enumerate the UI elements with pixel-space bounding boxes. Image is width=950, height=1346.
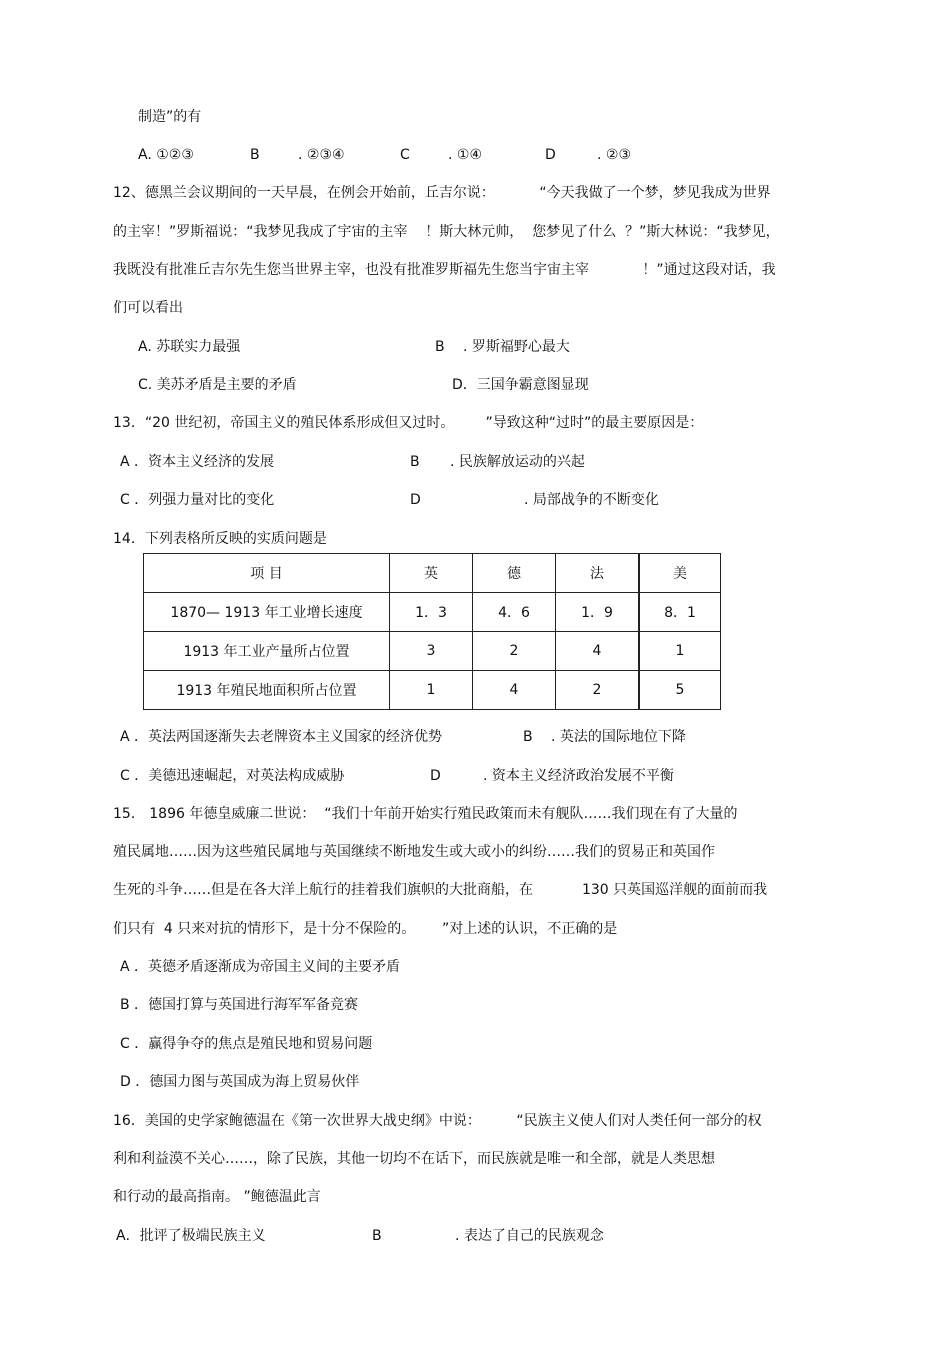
q11-option-d-letter: D — [545, 147, 556, 163]
q12-stem-line-4: 们可以看出 — [113, 300, 183, 316]
q16-stem-line-1: 16．美国的史学家鲍德温在《第一次世界大战史纲》中说： “民族主义使人们对人类任何一部分的权 — [113, 1113, 762, 1129]
table-cell: 1913 年殖民地面积所占位置 — [144, 671, 390, 710]
table-cell: 1．9 — [556, 593, 640, 632]
q12-option-a: A. 苏联实力最强 — [138, 339, 241, 355]
q11-option-d-text: . ②③ — [597, 147, 632, 163]
q16-stem-line-3: 和行动的最高指南。 ”鲍德温此言 — [113, 1189, 321, 1205]
q13-option-d-letter: D — [410, 492, 421, 508]
table-cell: 1913 年工业产量所占位置 — [144, 632, 390, 671]
table-cell: 8．1 — [639, 593, 721, 632]
q12-option-b-text: . 罗斯福野心最大 — [463, 339, 570, 355]
q13-option-c: C ．列强力量对比的变化 — [120, 492, 275, 508]
table-cell: 1 — [639, 632, 721, 671]
table-row — [144, 671, 721, 710]
table-header-cell: 美 — [639, 554, 721, 593]
table-cell: 5 — [639, 671, 721, 710]
q11-option-a: A. ①②③ — [138, 147, 194, 163]
q13-stem-line-1: 13．“20 世纪初，帝国主义的殖民体系形成但又过时。 ”导致这种“过时”的最主要原因是： — [113, 415, 704, 431]
q11-stem-line: 制造”的有 — [138, 109, 202, 125]
table-cell: 4 — [556, 632, 640, 671]
q16-option-a: A．批评了极端民族主义 — [116, 1228, 266, 1244]
q14-option-b-letter: B — [523, 729, 533, 745]
q16-option-b-text: . 表达了自己的民族观念 — [455, 1228, 604, 1244]
q11-option-c-text: . ①④ — [448, 147, 483, 163]
q14-option-d-letter: D — [430, 768, 441, 784]
q15-stem-line-4: 们只有 4 只来对抗的情形下，是十分不保险的。 ”对上述的认识，不正确的是 — [113, 921, 618, 937]
table-row — [144, 593, 721, 632]
q13-option-a: A ．资本主义经济的发展 — [120, 454, 275, 470]
q12-stem-line-1: 12、德黑兰会议期间的一天早晨，在例会开始前，丘吉尔说： “今天我做了一个梦，梦见我成为世界 — [113, 185, 771, 201]
q12-stem-line-2: 的主宰！”罗斯福说：“我梦见我成了宇宙的主宰 ！斯大林元帅， 您梦见了什么 ？”斯大林说：“我梦见， — [113, 224, 780, 240]
q15-stem-line-1: 15． 1896 年德皇威廉二世说： “我们十年前开始实行殖民政策而未有舰队……我们现在有了大量的 — [113, 806, 738, 822]
table-header-cell: 法 — [556, 554, 640, 593]
table-header-cell: 德 — [473, 554, 556, 593]
q15-stem-line-3: 生死的斗争……但是在各大洋上航行的挂着我们旗帜的大批商船，在 130 只英国巡洋舰的面前而我 — [113, 882, 768, 898]
table-row — [144, 632, 721, 671]
industry-colony-table — [143, 553, 721, 710]
table-header-cell: 英 — [390, 554, 473, 593]
q12-option-d: D．三国争霸意图显现 — [452, 377, 589, 393]
q14-option-a: A ．英法两国逐渐失去老牌资本主义国家的经济优势 — [120, 729, 443, 745]
table-cell: 1 — [390, 671, 473, 710]
table-header-cell: 项 目 — [144, 554, 390, 593]
q12-option-c: C. 美苏矛盾是主要的矛盾 — [138, 377, 297, 393]
q14-option-b-text: . 英法的国际地位下降 — [551, 729, 686, 745]
table-cell: 3 — [390, 632, 473, 671]
q11-option-c-letter: C — [400, 147, 410, 163]
q11-option-b-text: . ②③④ — [298, 147, 345, 163]
q15-option-d: D ．德国力图与英国成为海上贸易伙伴 — [120, 1074, 360, 1090]
table-cell: 1870— 1913 年工业增长速度 — [144, 593, 390, 632]
table-header-row — [144, 554, 721, 593]
q14-stem-line-1: 14．下列表格所反映的实质问题是 — [113, 531, 327, 547]
q13-option-b-letter: B — [410, 454, 420, 470]
table-cell: 2 — [473, 632, 556, 671]
q16-option-b-letter: B — [372, 1228, 382, 1244]
q12-stem-line-3: 我既没有批准丘吉尔先生您当世界主宰，也没有批准罗斯福先生您当宇宙主宰 ！”通过这段对话，我 — [113, 262, 776, 278]
q16-stem-line-2: 利和利益漠不关心……，除了民族，其他一切均不在话下，而民族就是唯一和全部，就是人类思想 — [113, 1151, 715, 1167]
q15-option-b: B ．德国打算与英国进行海军军备竞赛 — [120, 997, 359, 1013]
q15-stem-line-2: 殖民属地……因为这些殖民属地与英国继续不断地发生或大或小的纠纷……我们的贸易正和英国作 — [113, 844, 715, 860]
q11-option-b-letter: B — [250, 147, 260, 163]
q13-option-d-text: . 局部战争的不断变化 — [524, 492, 659, 508]
q12-option-b-letter: B — [435, 339, 445, 355]
table-cell: 1．3 — [390, 593, 473, 632]
q14-option-c: C ．美德迅速崛起，对英法构成威胁 — [120, 768, 345, 784]
q15-option-c: C ．赢得争夺的焦点是殖民地和贸易问题 — [120, 1036, 373, 1052]
table-cell: 2 — [556, 671, 640, 710]
table-cell: 4 — [473, 671, 556, 710]
q14-option-d-text: . 资本主义经济政治发展不平衡 — [483, 768, 674, 784]
q15-option-a: A ．英德矛盾逐渐成为帝国主义间的主要矛盾 — [120, 959, 401, 975]
q13-option-b-text: . 民族解放运动的兴起 — [450, 454, 585, 470]
table-cell: 4．6 — [473, 593, 556, 632]
